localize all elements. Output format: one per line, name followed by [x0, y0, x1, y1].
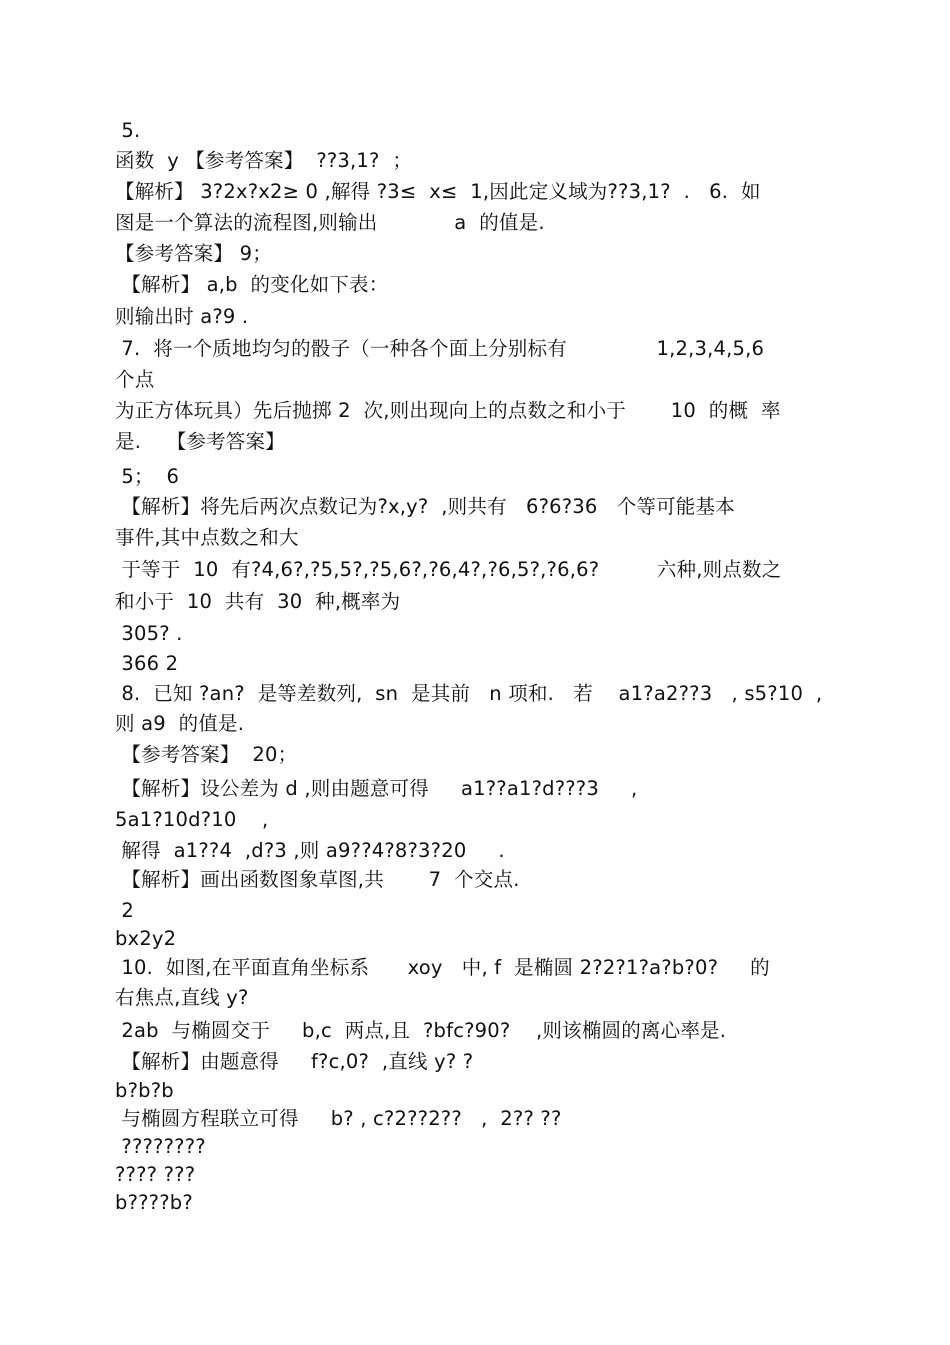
text-line: 366 2	[115, 652, 179, 675]
text-line: 图是一个算法的流程图,则输出 a 的值是.	[115, 211, 545, 234]
text-line: 【解析】由题意得 f?c,0? ,直线 y? ?	[115, 1050, 474, 1073]
text-line: 则输出时 a?9 .	[115, 305, 249, 328]
text-line: ????????	[115, 1135, 206, 1158]
text-line: 【解析】将先后两次点数记为?x,y? ,则共有 6?6?36 个等可能基本	[115, 495, 735, 518]
text-line: b?b?b	[115, 1079, 174, 1102]
text-line: 【解析】 a,b 的变化如下表：	[115, 273, 389, 296]
text-line: 右焦点,直线 y?	[115, 986, 249, 1009]
text-line: 则 a9 的值是.	[115, 712, 245, 735]
text-line: b????b?	[115, 1191, 193, 1214]
text-line: 10. 如图,在平面直角坐标系 xoy 中, f 是椭圆 2?2?1?a?b?0? 的	[115, 956, 770, 979]
text-line: 5a1?10d?10 ,	[115, 808, 269, 831]
text-line: 【解析】 3?2x?x2≥ 0 ,解得 ?3≤ x≤ 1,因此定义域为??3,1? . 6. 如	[115, 180, 761, 203]
text-line: 和小于 10 共有 30 种,概率为	[115, 590, 401, 613]
text-line: 事件,其中点数之和大	[115, 526, 299, 549]
text-line: 【解析】画出函数图象草图,共 7 个交点.	[115, 868, 520, 891]
text-line: 5； 6	[115, 465, 180, 488]
text-line: 【参考答案】 9；	[115, 242, 272, 265]
text-line: 2ab 与椭圆交于 b,c 两点,且 ?bfc?90? ,则该椭圆的离心率是.	[115, 1019, 727, 1042]
text-line: bx2y2	[115, 927, 177, 950]
text-line: 305? .	[115, 622, 183, 645]
text-line: 【参考答案】 20；	[115, 743, 298, 766]
text-line: 2	[115, 899, 135, 922]
text-line: 解得 a1??4 ,d?3 ,则 a9??4?8?3?20 .	[115, 839, 505, 862]
text-line: 个点	[115, 368, 155, 391]
text-line: 【解析】设公差为 d ,则由题意可得 a1??a1?d???3 ,	[115, 777, 638, 800]
text-line: 于等于 10 有?4,6?,?5,5?,?5,6?,?6,4?,?6,5?,?6,6? 六种,则点数之	[115, 558, 782, 581]
text-line: 8. 已知 ?an? 是等差数列, sn 是其前 n 项和. 若 a1?a2??3 , s5?10 ,	[115, 682, 823, 705]
text-line: 7. 将一个质地均匀的骰子（一种各个面上分别标有 1,2,3,4,5,6	[115, 337, 765, 360]
text-line: 5.	[115, 119, 141, 142]
text-line: 函数 y 【参考答案】 ??3,1? ；	[115, 149, 413, 172]
text-line: ???? ???	[115, 1163, 196, 1186]
text-line: 为正方体玩具）先后抛掷 2 次,则出现向上的点数之和小于 10 的概 率	[115, 399, 781, 422]
text-line: 与椭圆方程联立可得 b? , c?2??2?? , 2?? ??	[115, 1107, 562, 1130]
text-line: 是. 【参考答案】	[115, 430, 285, 453]
